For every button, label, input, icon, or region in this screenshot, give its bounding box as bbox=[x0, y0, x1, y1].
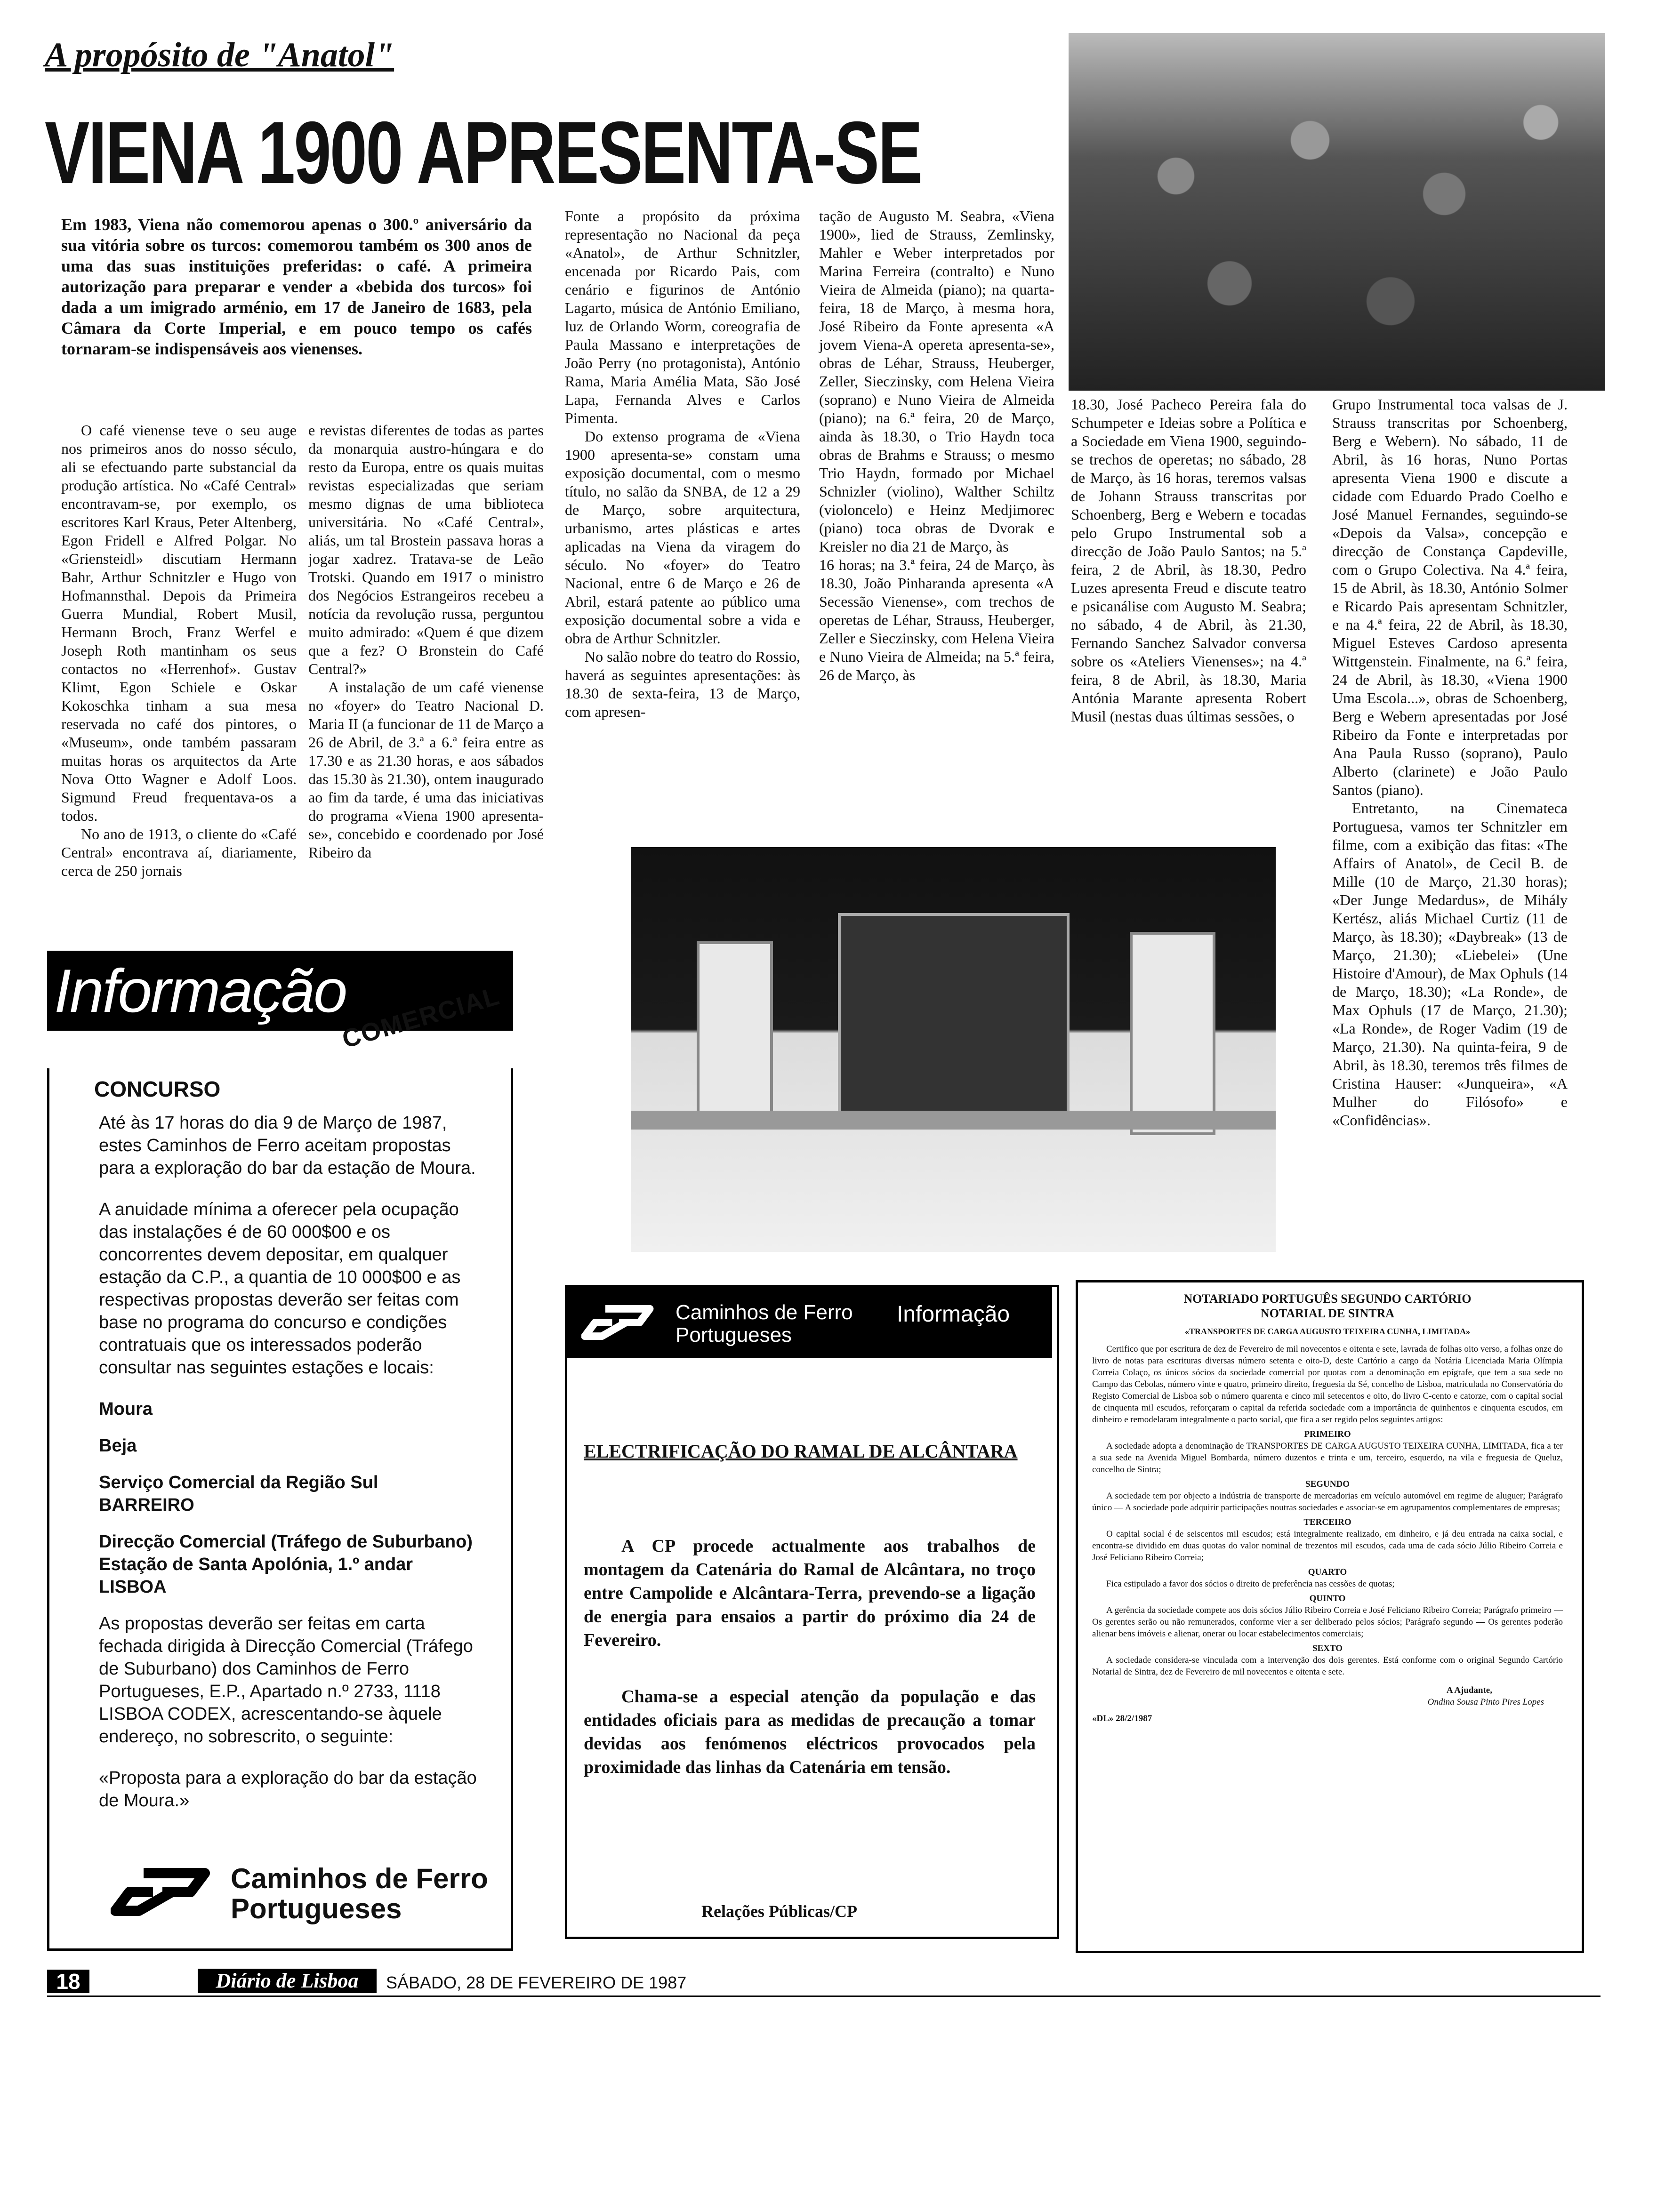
article-paragraph: Grupo Instrumental toca valsas de J. Strauss transcritas por Schoenberg, Berg e Webern). No sábado, 11 de Abril, às 16 horas, Nuno Portas apresenta Viena 1900 e discute a cidade com Eduardo Prado Coelho e José Manuel Fernandes, seguindo-se «Depois da Valsa», concepção e direcção de Constança Capdeville, com o Grupo Colectiva. Na 4.ª feira, 15 de Abril, às 18.30, António Solmer e Ricardo Pais apresentam Schnitzler, e na 4.ª feira, 22 de Abril, às 18.30, Miguel Esteves Cardoso apresenta Wittgenstein. Finalmente, na 6.ª feira, 24 de Abril, às 18.30, «Viena 1900 Uma Escola...», obras de Schoenberg, Berg e Webern apresentadas por José Ribeiro da Fonte e interpretadas por Ana Paula Russo (soprano), Paulo Alberto (clarinete) e João Paulo Santos (piano). bbox=[1332, 396, 1568, 798]
cp-logo-text bbox=[231, 1864, 488, 1924]
notice-paragraph: A gerência da sociedade compete aos dois sócios Júlio Ribeiro Correia e José Feliciano Ribeiro Correia; Parágrafo primeiro — Os gerentes serão ou não remunerados, conforme vier a ser deliberado pelos sócios; Parágrafo segundo — Os gerentes poderão alienar bens imóveis e alienar, onerar ou locar estabelecimentos comerciais; bbox=[1092, 1605, 1563, 1639]
notice-heading: QUARTO bbox=[1308, 1567, 1347, 1577]
concurso-title: CONCURSO bbox=[94, 1077, 221, 1101]
notice-paragraph: Fica estipulado a favor dos sócios o direito de preferência nas cessões de quotas; bbox=[1106, 1579, 1395, 1589]
cp-header-info: Informação bbox=[897, 1302, 1010, 1327]
article-column-2 bbox=[308, 421, 544, 862]
issue-date: SÁBADO, 28 DE FEVEREIRO DE 1987 bbox=[386, 1973, 687, 1992]
location-item: Serviço Comercial da Região Sul BARREIRO bbox=[99, 1473, 378, 1515]
article-paragraph: No ano de 1913, o cliente do «Café Central» encontrava aí, diariamente, cerca de 250 jornais bbox=[61, 825, 297, 879]
cp-header-name bbox=[676, 1301, 853, 1346]
electrificacao-paragraph: A CP procede actualmente aos trabalhos de montagem da Catenária do Ramal de Alcântara, no troço entre Campolide e Alcântara-Terra, prevendo-se a ligação de energia para ensaios a partir do próximo dia 24 de Fevereiro. bbox=[584, 1536, 1036, 1650]
article-column-4 bbox=[819, 207, 1054, 684]
notice-paragraph: A sociedade tem por objecto a indústria de transporte de mercadorias em veículo automóvel em regime de aluguer; Parágrafo único — A sociedade pode adquirir participações noutras sociedades e associar-se em agrupamentos complementares de empresas; bbox=[1092, 1491, 1563, 1513]
comercial-tag: COMERCIAL bbox=[339, 981, 503, 1054]
article-paragraph: Do extenso programa de «Viena 1900 apresenta-se» constam uma exposição documental, com o mesmo título, no salão da SNBA, de 12 a 29 de Março, sobre arquitectura, urbanismo, artes plásticas e artes aplicadas na Viena da viragem do século. No «foyer» do Teatro Nacional, entre 6 de Março e 26 de Abril, estará patente ao público uma exposição documental sobre a vida e obra de Arthur Schnitzler. bbox=[565, 428, 800, 647]
cp-header-line: Portugueses bbox=[676, 1323, 792, 1346]
notice-heading: QUINTO bbox=[1309, 1594, 1346, 1603]
notice-paragraph: Certifico que por escritura de dez de Fevereiro de mil novecentos e oitenta e sete, lavrada de folhas oito verso, a folhas onze do livro de notas para escrituras diversas número setenta e oito-D, deste Cartório a cargo da Notária Licenciada Maria Olímpia Correia Colaço, os únicos sócios da sociedade comercial por quotas com a denominação em epígrafe, que tem a sua sede no Campo das Cebolas, número vinte e quatro, primeiro direito, freguesia da Sé, concelho de Lisboa, matriculada no Conservatória do Registo Comercial de Lisboa sob o número quarenta e cinco mil setecentos e oito, do livro C-cento e catorze, com o capital social de cinquenta mil escudos, reforçaram o capital da referida sociedade com a importância de quinhentos e cinquenta escudos, em dinheiro e remodelaram integralmente o pacto social, que fica a ser regido pelos seguintes artigos: bbox=[1092, 1344, 1563, 1425]
info-banner-title: Informação bbox=[54, 956, 346, 1025]
article-column-1 bbox=[61, 421, 297, 880]
article-paragraph: Fonte a propósito da próxima representação no Nacional da peça «Anatol», de Arthur Schnitzler, encenada por Ricardo Pais, com cenário e figurinos de António Lagarto, música de António Emiliano, luz de Orlando Worm, coreografia de Paula Massano e interpretações de João Perry (no protagonista), António Rama, Maria Amélia Mata, São José Lapa, Fernanda Alves e Carlos Pimenta. bbox=[565, 208, 800, 426]
notice-heading: TERCEIRO bbox=[1303, 1517, 1351, 1527]
notice-paragraph: A sociedade considera-se vinculada com a intervenção dos dois gerentes. Está conforme com o original Segundo Cartório Notarial de Sintra, dez de Fevereiro de mil novecentos e oitenta e sete. bbox=[1092, 1655, 1563, 1677]
cp-logo-line: Portugueses bbox=[231, 1893, 402, 1924]
notice-paragraph: O capital social é de seiscentos mil escudos; está integralmente realizado, em dinheiro, e já deu entrada na caixa social, e encontra-se dividido em duas quotas do valor nominal de trezentos mil escudos, cada uma de cada sócio Júlio Ribeiro Correia e José Feliciano Ribeiro Correia; bbox=[1092, 1529, 1563, 1563]
article-column-3 bbox=[565, 207, 800, 721]
location-item: Direcção Comercial (Tráfego de Suburbano) Estação de Santa Apolónia, 1.º andar LISBOA bbox=[99, 1532, 473, 1597]
electrificacao-paragraph: Chama-se a especial atenção da população e das entidades oficiais para as medidas de precaução a tomar devidas aos fenómenos eléctricos provocados pela proximidade das linhas da Catenária em tensão. bbox=[584, 1687, 1036, 1777]
article-paragraph: e revistas diferentes de todas as partes da monarquia austro-húngara e do resto da Europa, entre os quais muitas revistas especializadas que seriam mesmo dignas de uma biblioteca universitária. No «Café Central», aliás, um tal Brostein passava horas a jogar xadrez. Tratava-se de Leão Trotski. Quando em 1917 o ministro dos Negócios Estrangeiros recebeu a notícia da revolução russa, perguntou muito admirado: «Quem é que dizem que a fez? O Bronstein do Café Central?» bbox=[308, 422, 544, 677]
cp-logo-icon bbox=[581, 1301, 657, 1344]
notice-signature-name: Ondina Sousa Pinto Pires Lopes bbox=[1427, 1697, 1544, 1707]
article-paragraph: No salão nobre do teatro do Rossio, haverá as seguintes apresentações: às 18.30 de sexta-feira, 13 de Março, com apresen- bbox=[565, 648, 800, 720]
article-paragraph: 16 horas; na 3.ª feira, 24 de Março, às 18.30, João Pinharanda apresenta «A Secessão Vienense», com trechos de operetas de Léhar, Strauss, Heuberger, Zeller e Sieczinsky, com Helena Vieira e Nuno Vieira de Almeida; na 5.ª feira, 26 de Março, às bbox=[819, 556, 1054, 683]
notice-title: NOTARIAL DE SINTRA bbox=[1260, 1306, 1395, 1320]
article-paragraph: A instalação de um café vienense no «foyer» do Teatro Nacional D. Maria II (a funcionar de 11 de Março a 26 de Abril, de 3.ª a 6.ª feira entre as 17.30 e as 21.30 horas, e aos sábados das 15.30 às 21.30), ontem inaugurado ao fim da tarde, é uma das iniciativas do programa «Viena 1900 apresenta-se», concebido e coordenado por José Ribeiro da bbox=[308, 679, 544, 861]
cp-info-header bbox=[567, 1287, 1052, 1358]
lead-paragraph: Em 1983, Viena não comemorou apenas o 300.º aniversário da sua vitória sobre os turcos: comemorou também os 300 anos de uma das suas instituições preferidas: o café. A primeira autorização para preparar e vender a «bebida dos turcos» foi dada a um imigrado arménio, em 17 de Janeiro de 1683, pela Câmara da Corte Imperial, e em pouco tempo os cafés tornaram-se indispensáveis aos vienenses. bbox=[61, 215, 532, 358]
notice-reference: «DL» 28/2/1987 bbox=[1092, 1714, 1152, 1723]
concurso-paragraph: As propostas deverão ser feitas em carta fechada dirigida à Direcção Comercial (Tráfego de Suburbano) dos Caminhos de Ferro Portugueses, E.P., Apartado n.º 2733, 1118 LISBOA CODEX, acrescentando-se àquele endereço, no sobrescrito, o seguinte: bbox=[99, 1614, 473, 1747]
notice-subtitle: «TRANSPORTES DE CARGA AUGUSTO TEIXEIRA CUNHA, LIMITADA» bbox=[1185, 1327, 1470, 1336]
concurso-paragraph: A anuidade mínima a oferecer pela ocupação das instalações é de 60 000$00 e os concorrentes devem depositar, em qualquer estação da C.P., a quantia de 10 000$00 e as respectivas propostas deverão ser feitas com base no programa do concurso e condições contratuais que os interessados poderão consultar nas seguintes estações e locais: bbox=[99, 1200, 461, 1378]
electrificacao-title: ELECTRIFICAÇÃO DO RAMAL DE ALCÂNTARA bbox=[584, 1441, 1018, 1462]
notice-paragraph: A sociedade adopta a denominação de TRANSPORTES DE CARGA AUGUSTO TEIXEIRA CUNHA, LIMITADA, fica a ter a sua sede na Avenida Miguel Bombarda, número duzentos e trinta e um, terceiro, esquerdo, na vila e freguesia de Queluz, concelho de Sintra; bbox=[1092, 1441, 1563, 1475]
cp-logo-line: Caminhos de Ferro bbox=[231, 1863, 488, 1894]
newspaper-masthead: Diário de Lisboa bbox=[198, 1969, 377, 1993]
location-item: Moura bbox=[99, 1399, 153, 1419]
cp-logo-icon bbox=[111, 1864, 214, 1920]
notice-heading: PRIMEIRO bbox=[1304, 1429, 1351, 1439]
stage-set-photo bbox=[631, 847, 1276, 1252]
article-paragraph: 18.30, José Pacheco Pereira fala do Schumpeter e Ideias sobre a Política e a Sociedade em Viena 1900, seguindo-se trechos de operetas; no sábado, 28 de Março, às 16 horas, teremos valsas de Johann Strauss transcritas por Schoenberg, Berg e Webern e tocadas pelo Grupo Instrumental sob a direcção de João Paulo Santos; na 5.ª feira, 2 de Abril, às 18.30, Pedro Luzes apresenta Freud e discute teatro e psicanálise com Augusto M. Seabra; no sábado, 4 de Abril, às 21.30, Fernando Sanchez Salvador conversa sobre os «Ateliers Vienenses»; na 4.ª feira, 8 de Abril, às 18.30, Maria Antónia Marante apresenta Robert Musil (nestas duas últimas sessões, o bbox=[1071, 396, 1306, 725]
notarial-content bbox=[1092, 1292, 1563, 1724]
concurso-content bbox=[56, 1078, 490, 1831]
footer-rule bbox=[47, 1996, 1601, 1997]
page-number: 18 bbox=[47, 1970, 89, 1993]
headline: VIENA 1900 APRESENTA-SE bbox=[45, 103, 922, 202]
concurso-paragraph: «Proposta para a exploração do bar da estação de Moura.» bbox=[99, 1768, 477, 1811]
cp-header-line: Caminhos de Ferro bbox=[676, 1301, 853, 1324]
notice-heading: SEGUNDO bbox=[1305, 1479, 1350, 1489]
article-paragraph: Entretanto, na Cinemateca Portuguesa, vamos ter Schnitzler em filme, com a exibição das fitas: «The Affairs of Anatol», de Cecil B. de Mille (10 de Março, 21.30 horas); «Der Junge Medardus», de Mihály Kertész, aliás Michael Curtiz (11 de Março, às 18.30); «Daybreak» (13 de Março, 21.30); «Liebelei» (Une Histoire d'Amour), de Max Ophuls (14 de Março, 18.30); «La Ronde», de Max Ophuls (17 de Março, 21.30); «La Ronde», de Roger Vadim (19 de Março, 21.30). Na quinta-feira, 9 de Abril, às 18.30, teremos três filmes de Cristina Hauser: «Junqueira», «A Mulher do Filósofo» e «Confidências». bbox=[1332, 800, 1568, 1129]
audience-photo bbox=[1069, 33, 1605, 391]
kicker: A propósito de "Anatol" bbox=[45, 36, 394, 74]
location-item: Beja bbox=[99, 1436, 137, 1456]
electrificacao-signature: Relações Públicas/CP bbox=[701, 1902, 857, 1921]
notice-signature-role: A Ajudante, bbox=[1446, 1685, 1492, 1695]
article-paragraph: O café vienense teve o seu auge nos primeiros anos do nosso século, ali se efectuando parte substancial da produção artística. No «Café Central» encontravam-se, por exemplo, os escritores Karl Kraus, Peter Altenberg, Egon Fridell e Alfred Polgar. No «Griensteidl» discutiam Hermann Bahr, Arthur Schnitzler e Hugo von Hofmannsthal. Depois da Primeira Guerra Mundial, Robert Musil, Hermann Broch, Franz Werfel e Joseph Roth mantinham os seus contactos no «Herrenhof». Gustav Klimt, Egon Schiele e Oskar Kokoschka tinham a sua mesa reservada no café dos pintores, o «Museum», onde também passaram muitas horas os arquitectos da Arte Nova Otto Wagner e Adolf Loos. Sigmund Freud frequentava-os a todos. bbox=[61, 422, 297, 824]
article-paragraph: tação de Augusto M. Seabra, «Viena 1900», lied de Strauss, Zemlinsky, Mahler e Weber interpretados por Marina Ferreira (contralto) e Nuno Vieira de Almeida (piano); na quarta-feira, 18 de Março, à mesma hora, José Ribeiro da Fonte apresenta «A jovem Viena-A opereta apresenta-se», obras de Léhar, Strauss, Heuberger, Zeller, Sieczinsky, com Helena Vieira (soprano) e Nuno Vieira de Almeida (piano); na 6.ª feira, 20 de Março, ainda às 18.30, o Trio Haydn toca obras de Brahms e Strauss; o mesmo Trio Haydn, formado por Michael Schnizler (violino), Walther Schiltz (violoncelo) e Heinz Medjimorec (piano) toca obras de Dvorak e Kreisler no dia 21 de Março, às bbox=[819, 208, 1054, 555]
notice-heading: SEXTO bbox=[1312, 1643, 1343, 1653]
concurso-paragraph: Até às 17 horas do dia 9 de Março de 1987, estes Caminhos de Ferro aceitam propostas para a exploração do bar da estação de Moura. bbox=[99, 1113, 476, 1178]
article-column-6 bbox=[1332, 395, 1568, 1130]
notice-title: NOTARIADO PORTUGUÊS SEGUNDO CARTÓRIO bbox=[1183, 1292, 1472, 1306]
article-column-5 bbox=[1071, 395, 1306, 726]
